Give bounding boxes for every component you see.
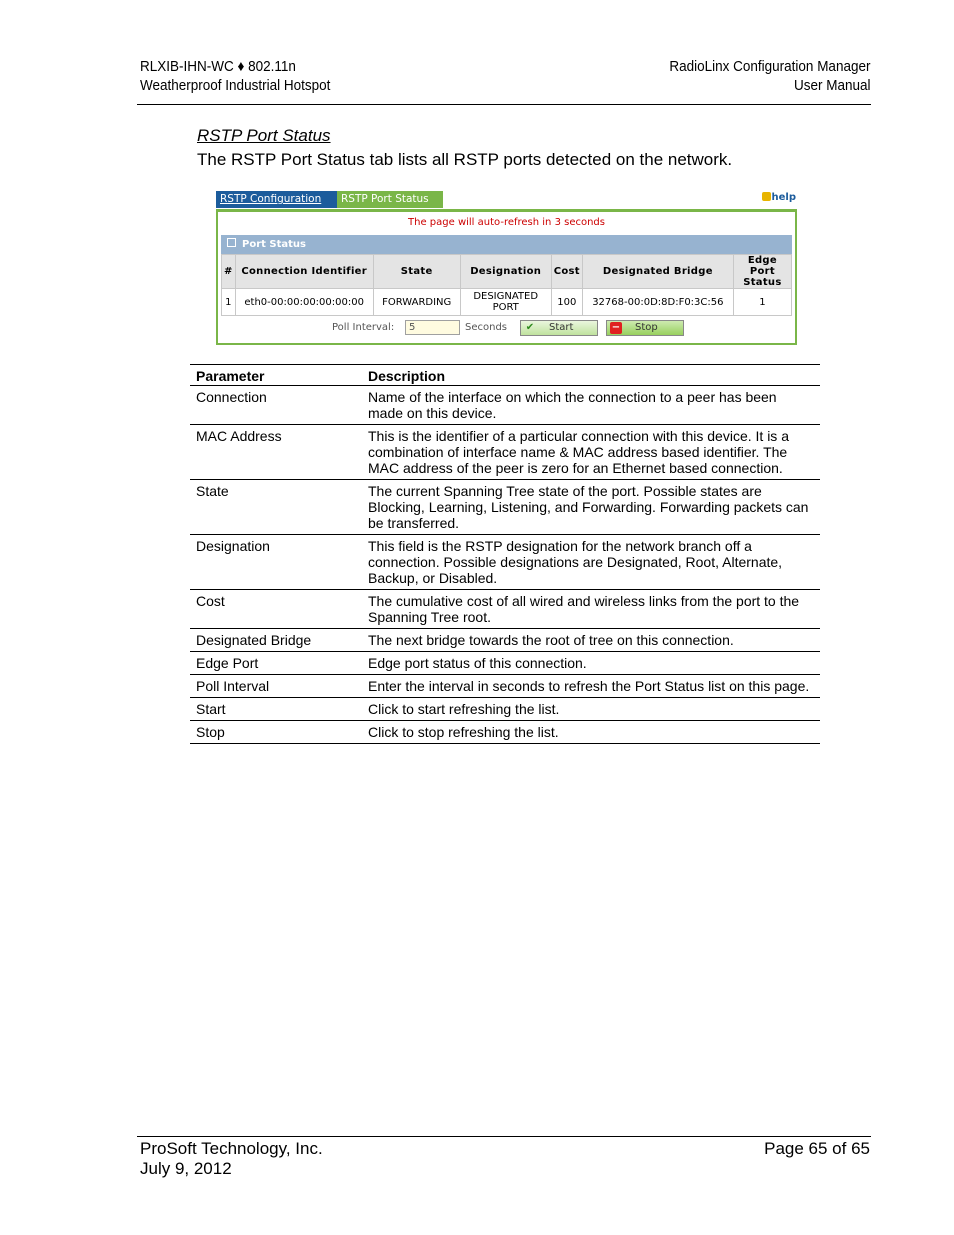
stop-button[interactable] [606,320,684,336]
port-status-panel [221,235,792,317]
checkmark-icon: ✔ [525,322,535,333]
manual-subtitle: User Manual [793,77,870,94]
parameter-description: This is the identifier of a particular connection with this device. It is a combination of interface name & MAC address based identifier. The MAC address of the peer is zero for an Ethernet based connection. [362,425,820,480]
parameter-name: Connection [190,386,362,425]
rstp-port-status-screenshot [215,188,798,346]
col-edge-port-status: Edge Port Status [733,255,791,289]
parameter-name: Cost [190,590,362,629]
collapse-icon[interactable] [227,238,236,247]
table-row [190,721,820,744]
stop-label: Stop [635,322,658,333]
tab-rstp-port-status[interactable]: RSTP Port Status [337,191,443,208]
cell-designated-bridge: 32768-00:0D:8D:F0:3C:56 [582,289,733,316]
stop-icon: − [611,322,621,333]
panel-title: Port Status [242,239,306,250]
parameter-description: Click to start refreshing the list. [362,698,820,721]
parameter-description: Click to stop refreshing the list. [362,721,820,744]
tab-rstp-configuration[interactable]: RSTP Configuration [216,191,337,208]
table-row [190,386,820,425]
parameter-name: State [190,480,362,535]
table-header-row [222,255,792,289]
table-row [190,590,820,629]
table-row [222,289,792,316]
header-parameter: Parameter [190,365,362,386]
poll-interval-label: Poll Interval: [332,322,395,333]
col-designation: Designation [460,255,551,289]
table-row [190,698,820,721]
parameter-name: Start [190,698,362,721]
port-status-table [221,254,792,316]
cell-designation: DESIGNATED PORT [460,289,551,316]
poll-interval-unit: Seconds [465,322,508,333]
start-label: Start [549,322,574,333]
parameter-name: Stop [190,721,362,744]
table-row [190,675,820,698]
panel-header[interactable] [221,235,792,254]
parameter-description: Enter the interval in seconds to refresh the Port Status list on this page. [362,675,820,698]
port-status-frame [216,209,797,345]
help-label: help [771,192,796,203]
cell-edge-port: 1 [733,289,791,316]
start-button[interactable] [520,320,598,336]
footer-left [140,1139,323,1179]
product-subtitle: Weatherproof Industrial Hotspot [140,77,331,94]
col-number: # [222,255,236,289]
parameter-description: This field is the RSTP designation for the network branch off a connection. Possible designations are Designated, Root, Alternate, Backup, or Disabled. [362,535,820,590]
col-designated-bridge: Designated Bridge [582,255,733,289]
parameter-table-header [190,365,820,386]
parameter-name: Poll Interval [190,675,362,698]
header-left [140,57,330,95]
parameter-table [190,364,820,744]
cell-state: FORWARDING [373,289,460,316]
header-rule [137,104,871,105]
table-row [190,652,820,675]
section-title: RSTP Port Status [197,126,331,145]
footer-rule [137,1136,871,1137]
col-connection-identifier: Connection Identifier [235,255,373,289]
parameter-name: MAC Address [190,425,362,480]
table-row [190,425,820,480]
section-intro: The RSTP Port Status tab lists all RSTP ports detected on the network. [197,150,733,169]
parameter-name: Designation [190,535,362,590]
table-row [190,480,820,535]
table-row [190,535,820,590]
auto-refresh-notice: The page will auto-refresh in 3 seconds [408,217,605,228]
poll-interval-input[interactable]: 5 [405,320,460,335]
help-link[interactable] [762,192,797,203]
help-icon [762,192,771,201]
table-row [190,629,820,652]
parameter-description: Edge port status of this connection. [362,652,820,675]
parameter-description: The cumulative cost of all wired and wireless links from the port to the Spanning Tree root. [362,590,820,629]
parameter-description: Name of the interface on which the connection to a peer has been made on this device. [362,386,820,425]
header-description: Description [362,365,820,386]
parameter-name: Edge Port [190,652,362,675]
product-name: RLXIB-IHN-WC ♦ 802.11n [140,58,296,75]
footer-date: July 9, 2012 [140,1159,232,1178]
col-state: State [373,255,460,289]
parameter-name: Designated Bridge [190,629,362,652]
poll-controls [218,320,795,336]
cell-number: 1 [222,289,236,316]
cell-cost: 100 [551,289,582,316]
cell-connection: eth0-00:00:00:00:00:00 [235,289,373,316]
footer-company: ProSoft Technology, Inc. [140,1139,323,1158]
parameter-description: The next bridge towards the root of tree on this connection. [362,629,820,652]
footer-page-number: Page 65 of 65 [764,1139,870,1158]
manual-title: RadioLinx Configuration Manager [668,58,870,75]
header-right [669,57,870,95]
col-cost: Cost [551,255,582,289]
parameter-description: The current Spanning Tree state of the port. Possible states are Blocking, Learning, Listening, and Forwarding. Forwarding packets can be transferred. [362,480,820,535]
